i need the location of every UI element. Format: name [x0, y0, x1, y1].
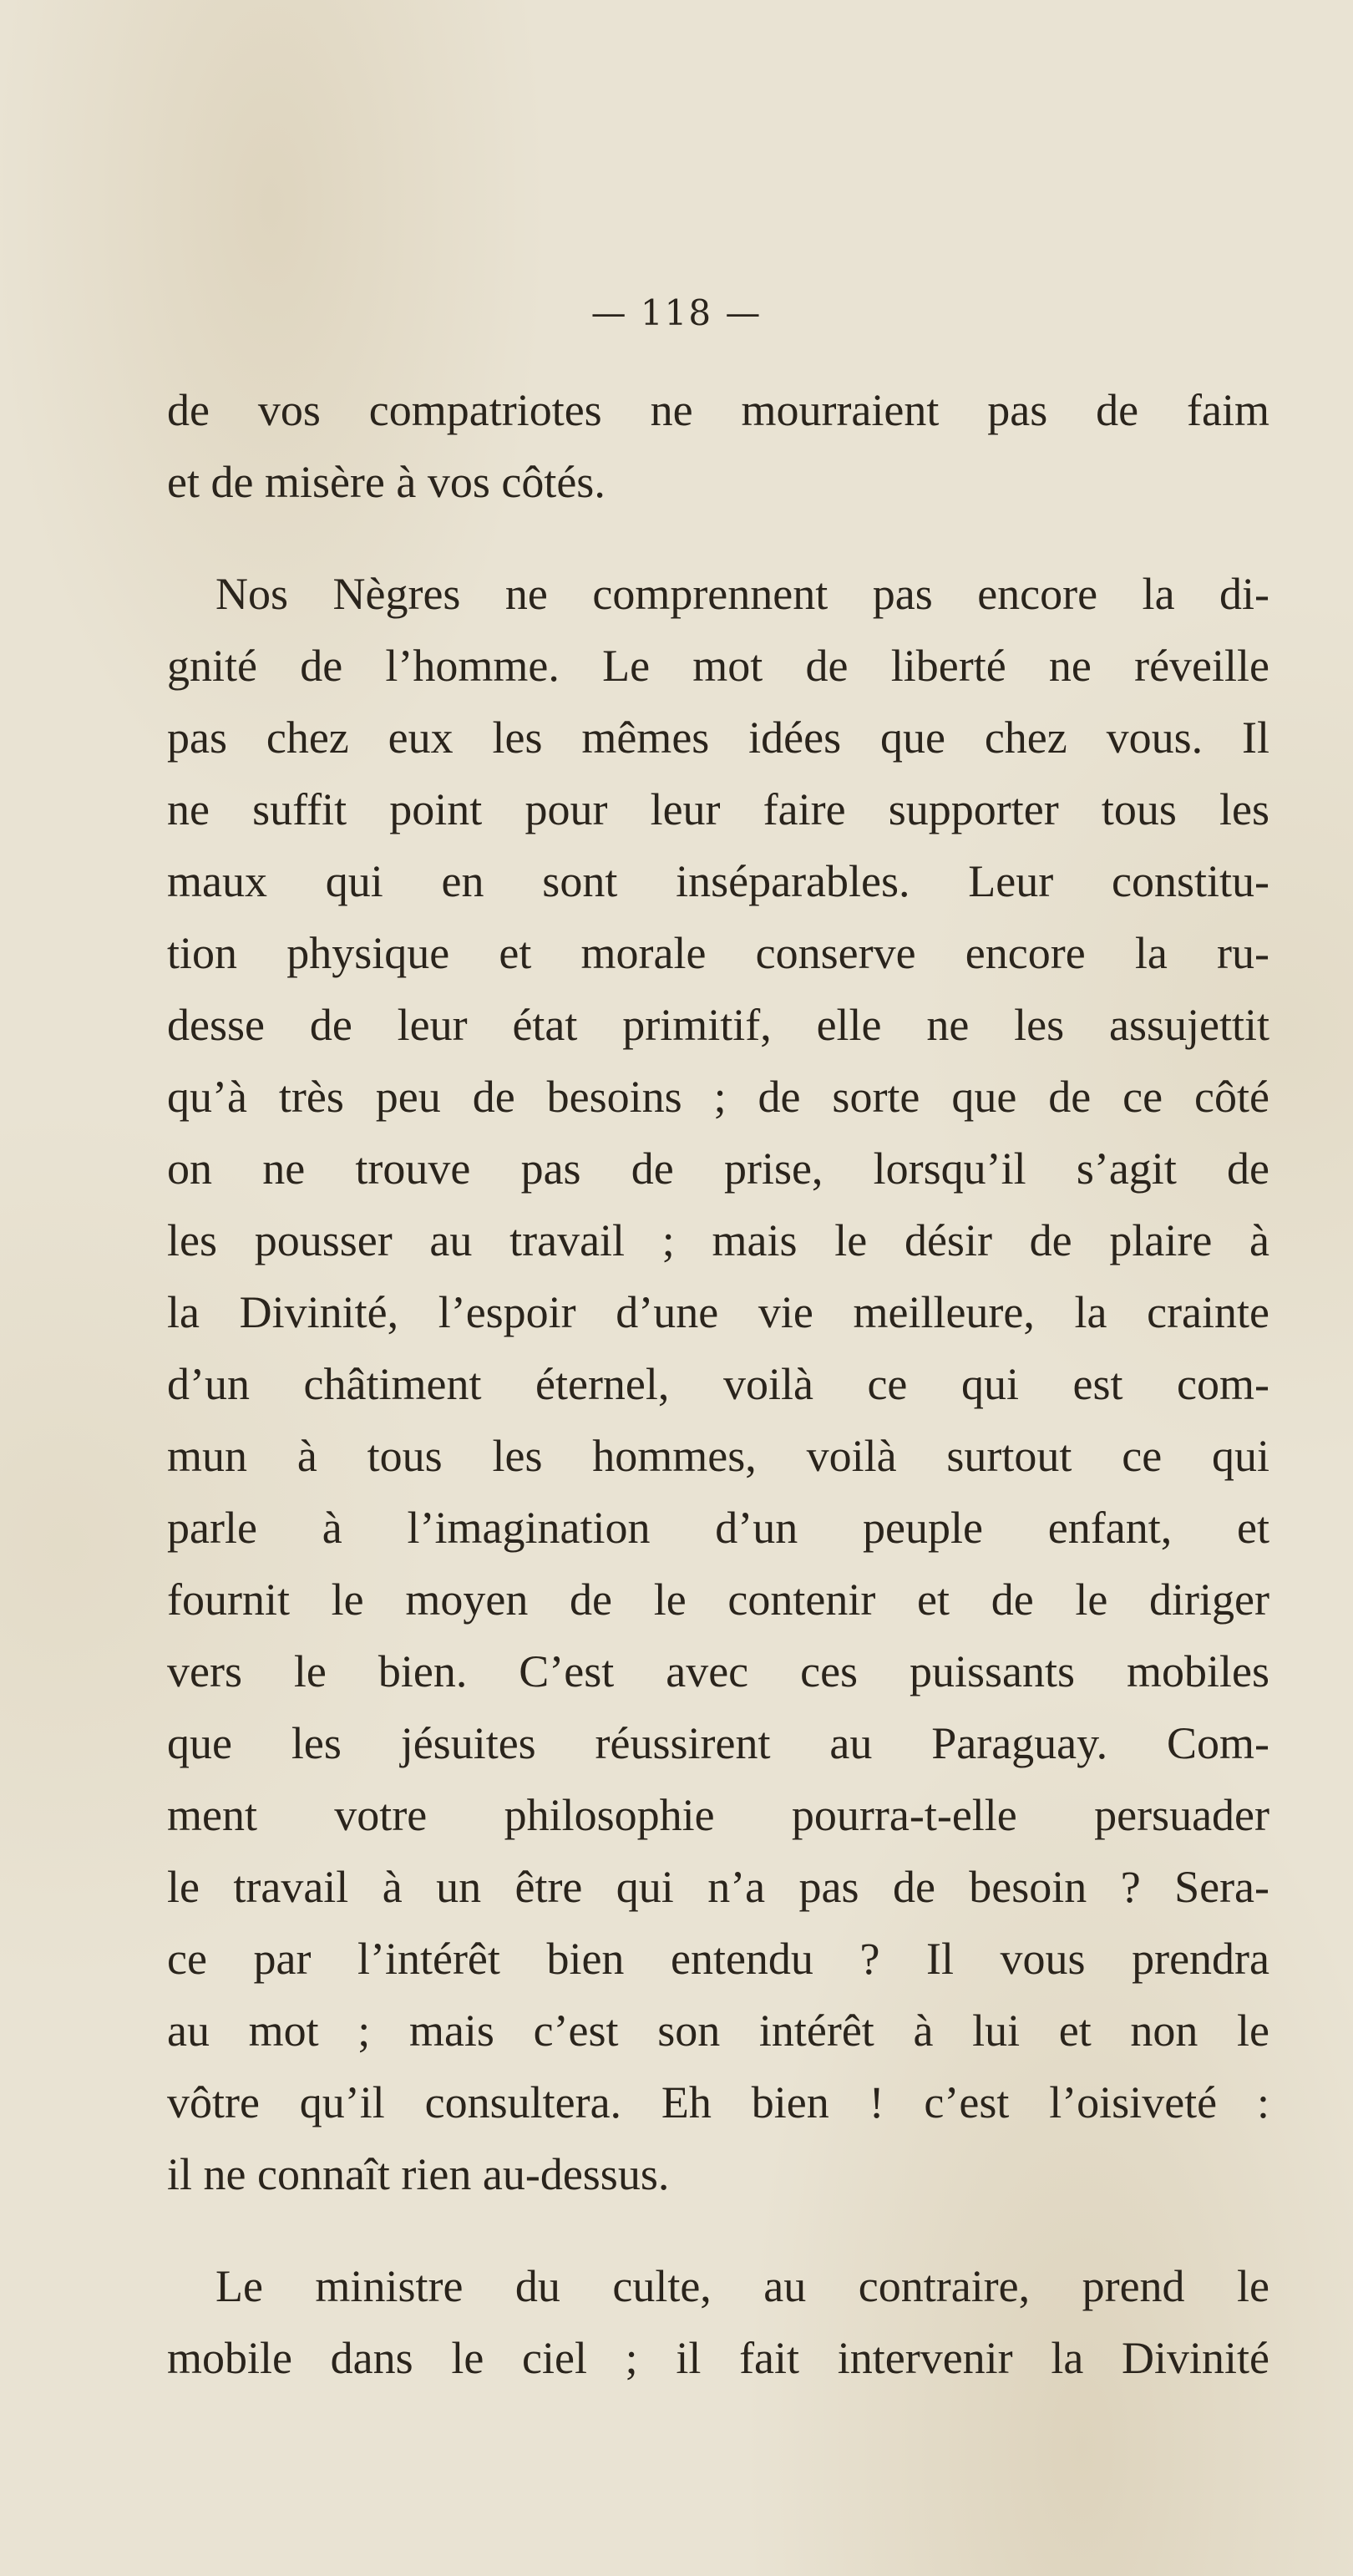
text-line: maux qui en sont inséparables. Leur constitu- — [167, 856, 1269, 906]
paragraph-gap — [167, 2210, 1269, 2250]
text-line: de vos compatriotes ne mourraient pas de faim — [167, 385, 1269, 435]
paragraph-gap — [167, 518, 1269, 558]
text-line: la Divinité, l’espoir d’une vie meilleure, la crainte — [167, 1287, 1269, 1337]
text-line: on ne trouve pas de prise, lorsqu’il s’agit de — [167, 1143, 1269, 1194]
text-line: ne suffit point pour leur faire supporter tous les — [167, 784, 1269, 834]
text-line: le travail à un être qui n’a pas de besoin ? Sera- — [167, 1862, 1269, 1912]
body-text — [167, 374, 1269, 2394]
text-line: parle à l’imagination d’un peuple enfant, et — [167, 1503, 1269, 1553]
text-line: ment votre philosophie pourra-t-elle persuader — [167, 1790, 1269, 1840]
text-line: il ne connaît rien au-dessus. — [167, 2149, 670, 2199]
text-line: que les jésuites réussirent au Paraguay. Com- — [167, 1718, 1269, 1768]
text-line: ce par l’intérêt bien entendu ? Il vous prendra — [167, 1934, 1269, 1984]
text-line: tion physique et morale conserve encore la ru- — [167, 928, 1269, 978]
text-line: les pousser au travail ; mais le désir de plaire à — [167, 1215, 1269, 1265]
text-line: vôtre qu’il consultera. Eh bien ! c’est l’oisiveté : — [167, 2077, 1269, 2127]
text-line: mobile dans le ciel ; il fait intervenir la Divinité — [167, 2333, 1269, 2383]
text-line: qu’à très peu de besoins ; de sorte que de ce côté — [167, 1072, 1269, 1122]
text-line: pas chez eux les mêmes idées que chez vous. Il — [167, 712, 1269, 763]
text-line: et de misère à vos côtés. — [167, 457, 606, 507]
page-number-header: — 118 — — [590, 292, 763, 333]
text-line: Nos Nègres ne comprennent pas encore la di- — [215, 569, 1269, 619]
text-line: vers le bien. C’est avec ces puissants mobiles — [167, 1646, 1269, 1696]
text-line: Le ministre du culte, au contraire, prend le — [215, 2261, 1269, 2311]
text-line: fournit le moyen de le contenir et de le diriger — [167, 1575, 1269, 1625]
text-line: mun à tous les hommes, voilà surtout ce qui — [167, 1431, 1269, 1481]
text-line: gnité de l’homme. Le mot de liberté ne réveille — [167, 641, 1269, 691]
text-line: d’un châtiment éternel, voilà ce qui est com- — [167, 1359, 1269, 1409]
text-line: au mot ; mais c’est son intérêt à lui et non le — [167, 2006, 1269, 2056]
text-line: desse de leur état primitif, elle ne les assujettit — [167, 1000, 1269, 1050]
